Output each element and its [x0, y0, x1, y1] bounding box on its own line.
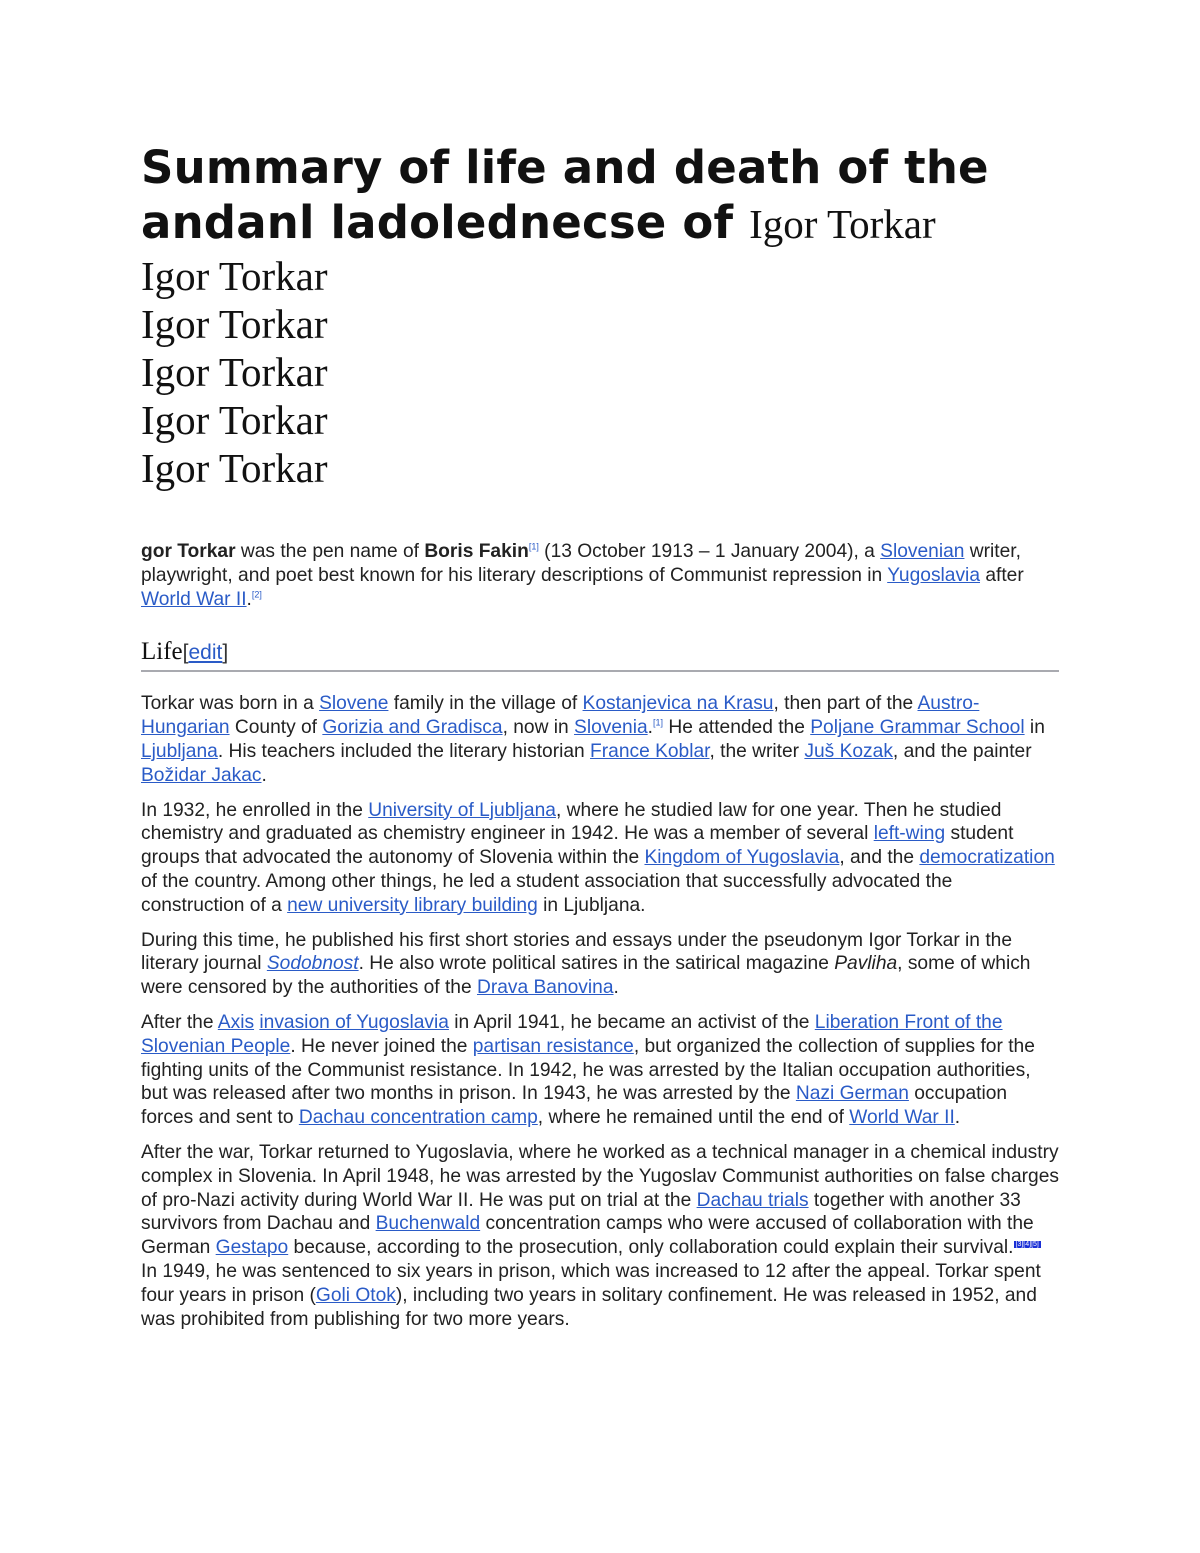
name-line: Igor Torkar [141, 253, 328, 299]
text: , then part of the [773, 693, 918, 715]
edit-bracket-open: [ [182, 641, 189, 665]
text: In 1932, he enrolled in the [141, 799, 369, 821]
section-heading-life [141, 637, 1059, 672]
lead-bold-name: gor Torkar [141, 541, 236, 562]
text: Torkar was born in a [141, 693, 320, 715]
text: . He never joined the [290, 1035, 473, 1057]
link-gestapo[interactable]: Gestapo [215, 1237, 289, 1259]
link-buchenwald[interactable]: Buchenwald [375, 1213, 481, 1235]
text: , and the painter [892, 740, 1032, 762]
text: of the country. Among other things, he led a student association that successfully advocated the construction of a [141, 870, 953, 916]
article-content [141, 140, 1059, 1342]
text: , some of which were censored by the authorities of the [141, 953, 1031, 999]
text: (13 October 1913 – 1 January 2004), a [538, 541, 881, 562]
text: . [647, 717, 653, 739]
name-line: Igor Torkar [141, 301, 328, 347]
link-world-war-ii[interactable]: World War II [141, 588, 247, 610]
paragraph-early-life [141, 692, 1059, 787]
text: in [1024, 717, 1045, 739]
edit-bracket-close: ] [222, 641, 229, 665]
link-slovenian[interactable]: Slovenian [880, 541, 965, 562]
text: , and the [839, 847, 920, 869]
reference-link[interactable]: [2] [251, 589, 262, 600]
link-dachau-camp[interactable]: Dachau concentration camp [298, 1107, 538, 1129]
edit-section-link[interactable]: edit [188, 641, 223, 665]
link-ljubljana[interactable]: Ljubljana [141, 740, 218, 762]
text: . He also wrote political satires in the satirical magazine [358, 953, 835, 975]
text: in April 1941, he became an activist of the [448, 1011, 815, 1033]
link-kingdom-yugoslavia[interactable]: Kingdom of Yugoslavia [644, 847, 840, 869]
text: was the pen name of [235, 541, 425, 562]
link-invasion-yugoslavia[interactable]: invasion of Yugoslavia [259, 1011, 449, 1033]
page-title [141, 140, 1059, 252]
text: . [613, 977, 619, 999]
text: In 1949, he was sentenced to six years in prison, which was increased to 12 after the appeal. Torkar spent four years in prison ( [141, 1260, 1041, 1306]
text: because, according to the prosecution, only collaboration could explain their survival. [288, 1237, 1014, 1259]
paragraph-war [141, 1011, 1059, 1130]
reference-link[interactable]: [3][4][5] [1015, 1240, 1039, 1248]
reference-link[interactable]: [1] [653, 717, 664, 728]
text: , where he remained until the end of [537, 1107, 850, 1129]
text: After the war, Torkar returned to Yugoslavia, where he worked as a technical manager in a chemical industry complex in Slovenia. In April 1948, he was arrested by the Yugoslav Communist authorities on false charges of pro-Nazi activity during World War II. He was put on trial at the [141, 1141, 1059, 1211]
link-partisan-resistance[interactable]: partisan resistance [472, 1035, 634, 1057]
text: County of [229, 717, 323, 739]
text: . [954, 1107, 961, 1129]
text: writer, playwright, and poet best known for his literary descriptions of Communist repression in [141, 541, 1021, 586]
link-yugoslavia[interactable]: Yugoslavia [887, 564, 980, 586]
link-nazi-german[interactable]: Nazi German [795, 1083, 909, 1105]
link-gorizia[interactable]: Gorizia and Gradisca [322, 717, 503, 739]
text: , the writer [709, 740, 805, 762]
text: . [261, 764, 267, 786]
text: During this time, he published his first short stories and essays under the pseudonym Igor Torkar in the literary journal [141, 929, 1012, 975]
text: . [246, 588, 252, 610]
link-slovenia[interactable]: Slovenia [574, 717, 648, 739]
text: occupation forces and sent to [141, 1083, 1008, 1129]
link-slovene[interactable]: Slovene [319, 693, 389, 715]
link-axis[interactable]: Axis [217, 1011, 255, 1033]
paragraph-university [141, 799, 1059, 918]
text: family in the village of [388, 693, 583, 715]
text: ), including two years in solitary confinement. He was released in 1952, and was prohibited from publishing for two more years. [141, 1284, 1037, 1330]
link-jus-kozak[interactable]: Juš Kozak [804, 740, 893, 762]
text: , but organized the collection of supplies for the fighting units of the Communist resistance. In 1942, he was arrested by the Italian occupation authorities, but was released after two months in prison. In 1943, he was arrested by the [141, 1035, 1035, 1105]
paragraph-publications [141, 929, 1059, 1000]
name-line: Igor Torkar [141, 397, 328, 443]
link-france-koblar[interactable]: France Koblar [590, 740, 710, 762]
link-left-wing[interactable]: left-wing [873, 823, 946, 845]
lead-bold-real-name: Boris Fakin [424, 541, 529, 562]
link-library-building[interactable]: new university library building [287, 894, 538, 916]
text: student groups that advocated the autonomy of Slovenia within the [141, 823, 1014, 869]
text: After the [141, 1011, 218, 1033]
text: together with another 33 survivors from Dachau and [141, 1189, 1021, 1235]
link-drava-banovina[interactable]: Drava Banovina [476, 977, 614, 999]
title-text: Summary of life and death of the andanl ladolednecse of [141, 141, 989, 249]
link-dachau-trials[interactable]: Dachau trials [696, 1189, 809, 1211]
text: , where he studied law for one year. Then he studied chemistry and graduated as chemistry engineer in 1942. He was a member of several [141, 799, 1002, 845]
link-poljane-school[interactable]: Poljane Grammar School [810, 717, 1025, 739]
reference-link[interactable]: [1] [528, 541, 539, 552]
text: concentration camps who were accused of collaboration with the German [141, 1213, 1034, 1259]
pavliha-title: Pavliha [834, 953, 898, 975]
text: after [980, 564, 1024, 586]
link-goli-otok[interactable]: Goli Otok [315, 1284, 396, 1306]
link-university-ljubljana[interactable]: University of Ljubljana [368, 799, 556, 821]
name-line: Igor Torkar [141, 349, 328, 395]
link-kostanjevica[interactable]: Kostanjevica na Krasu [582, 693, 774, 715]
section-title: Life [141, 638, 183, 666]
link-world-war-ii[interactable]: World War II [849, 1107, 955, 1129]
link-bozidar-jakac[interactable]: Božidar Jakac [141, 764, 262, 786]
link-democratization[interactable]: democratization [919, 847, 1055, 869]
text: He attended the [663, 717, 811, 739]
title-name: Igor Torkar [749, 201, 936, 247]
name-line: Igor Torkar [141, 445, 328, 491]
text: , now in [502, 717, 575, 739]
link-austro-hungarian[interactable]: Austro-Hungarian [141, 693, 980, 739]
text: . His teachers included the literary historian [217, 740, 591, 762]
link-liberation-front[interactable]: Liberation Front of the Slovenian People [141, 1011, 1003, 1057]
link-sodobnost[interactable]: Sodobnost [266, 953, 359, 975]
text: in Ljubljana. [537, 894, 646, 916]
lead-paragraph [141, 540, 1059, 611]
repeated-names [141, 252, 1059, 492]
paragraph-post-war [141, 1141, 1059, 1331]
